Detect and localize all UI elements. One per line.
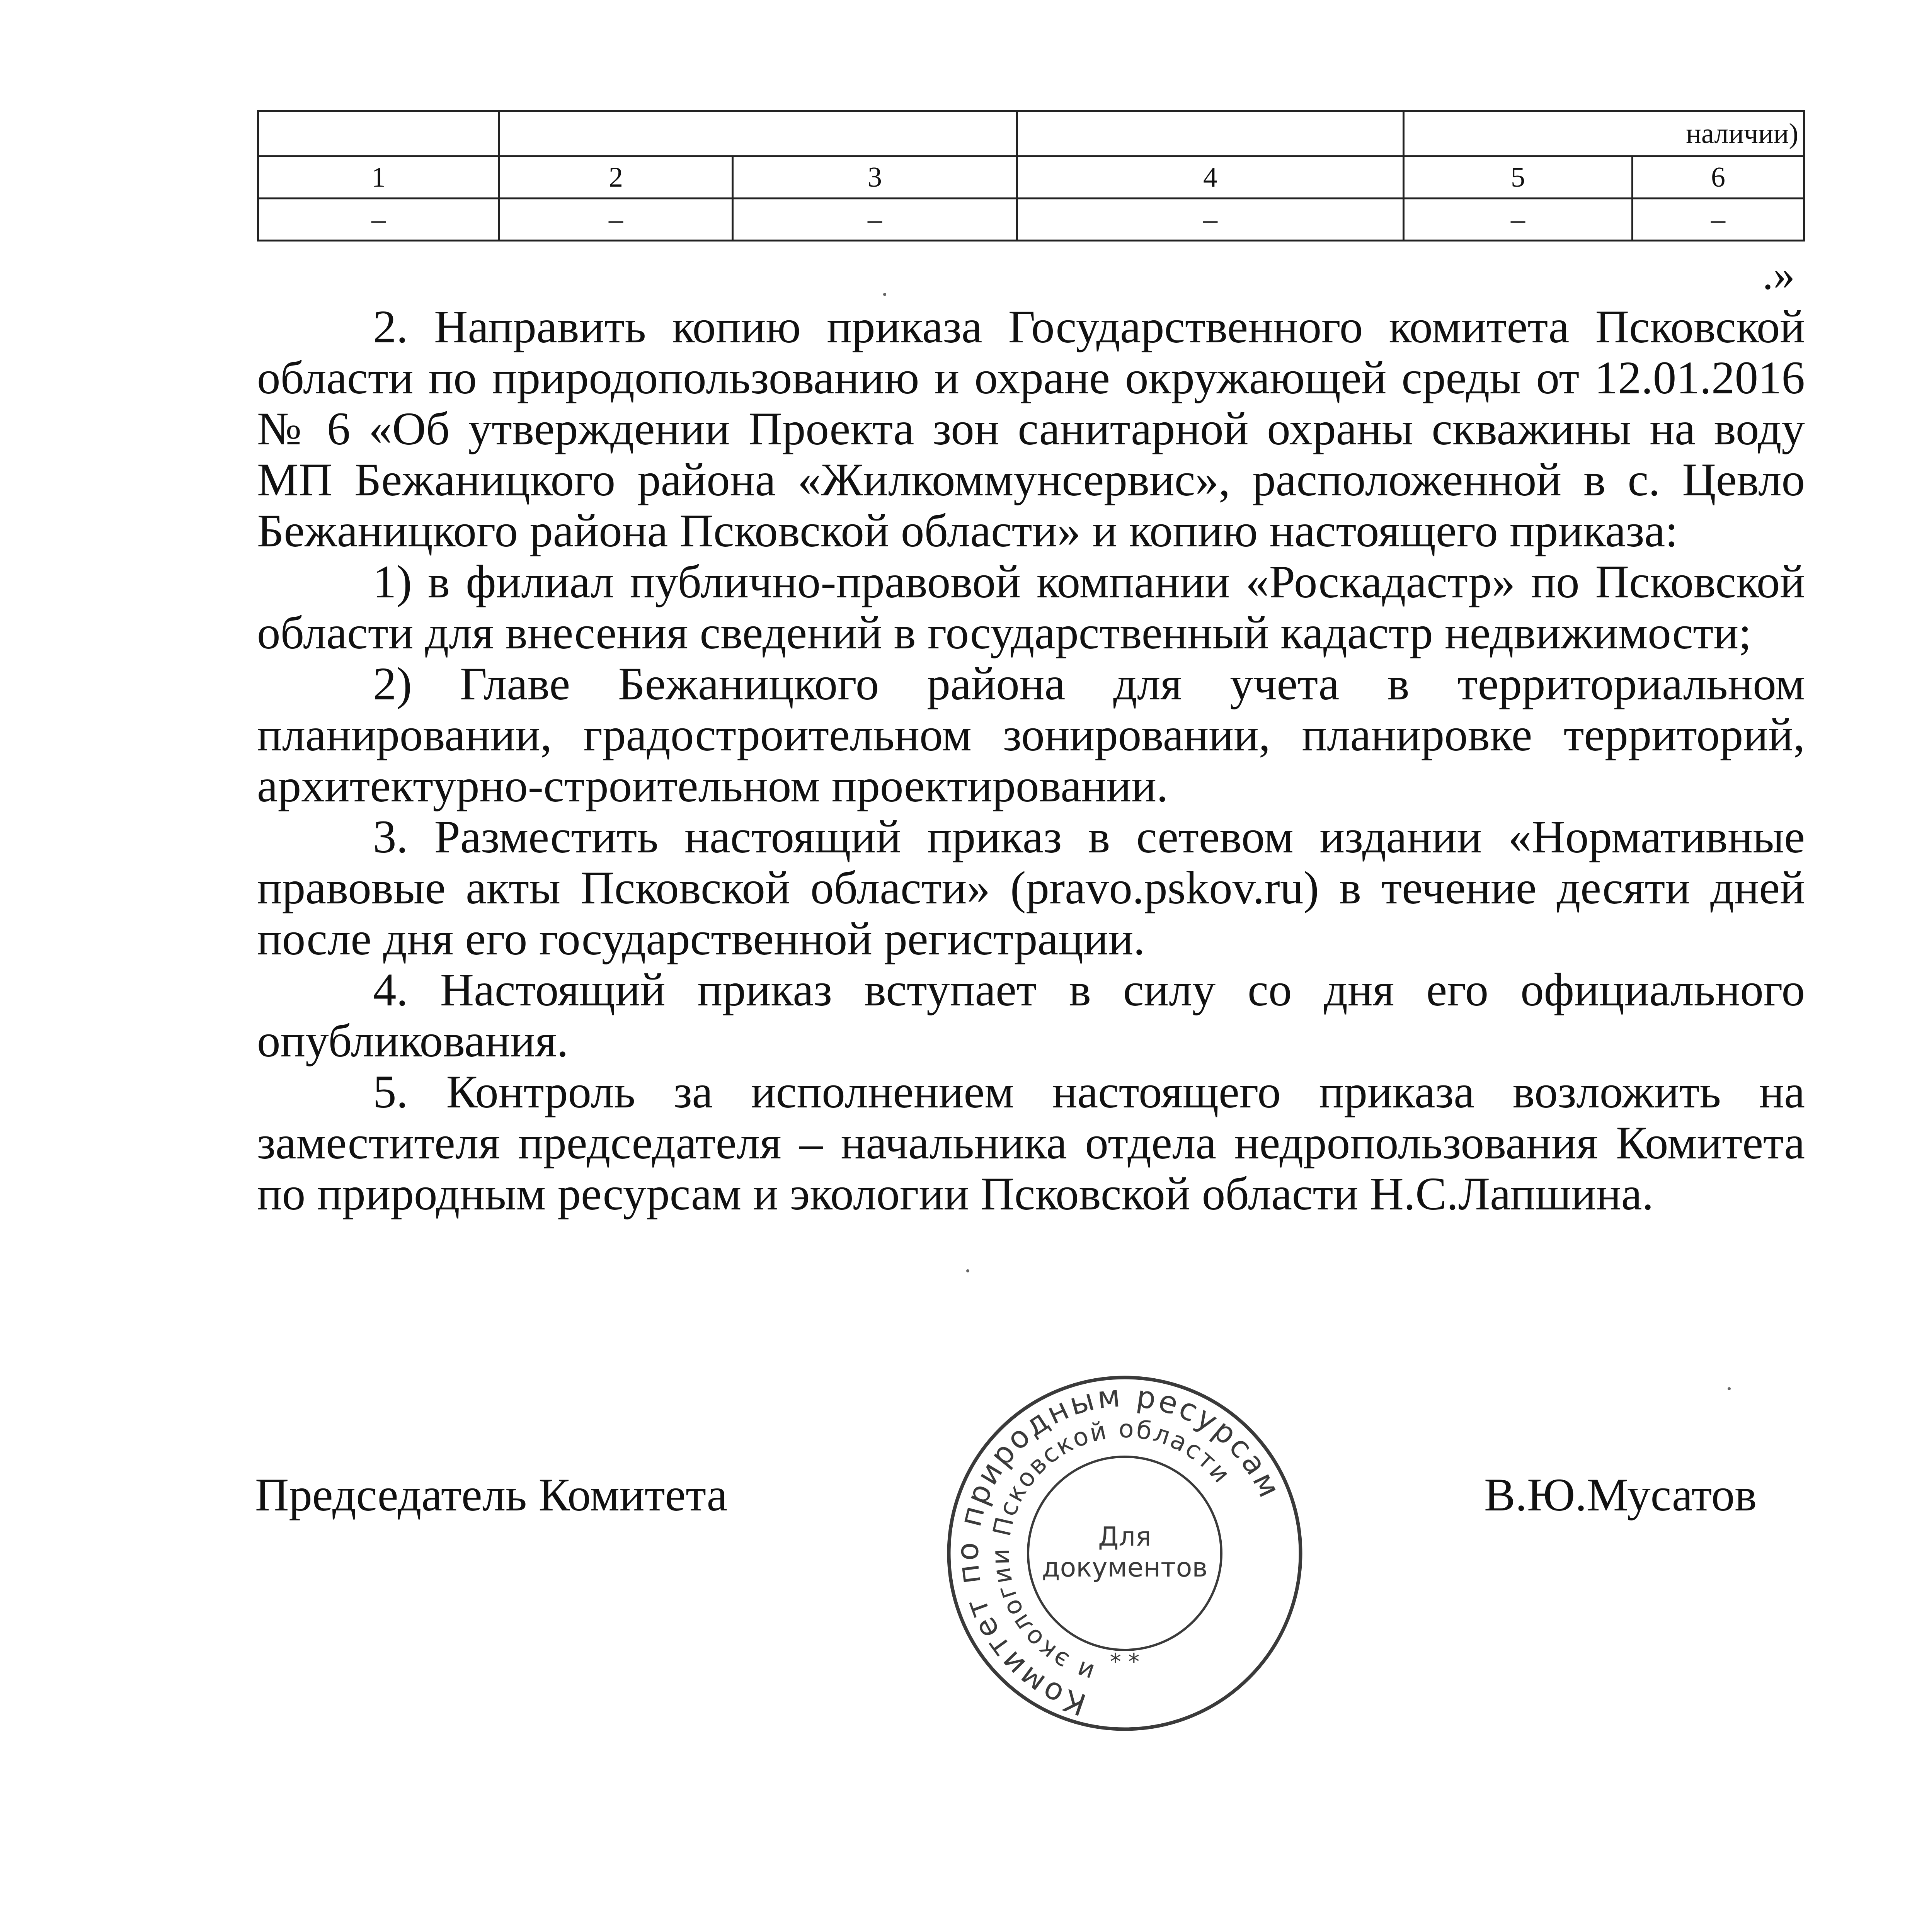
table-cell: 6 (1633, 156, 1804, 199)
stamp-inner-text: и экологии Псковской области (986, 1415, 1237, 1687)
table-header-row (258, 111, 1804, 156)
scan-speck (1728, 1387, 1731, 1390)
official-stamp (939, 1368, 1310, 1739)
table-cell: – (499, 199, 733, 241)
paragraph-5: 5. Контроль за исполнением настоящего приказа возложить на заместителя председателя – начальника отдела недропользования Комитета по природным ресурсам и экологии Псковской области Н.С.Лапшина. (257, 1066, 1805, 1220)
paragraph-2-2: 2) Главе Бежаницкого района для учета в территориальном планировании, градостроительном зонировании, планировке территорий, архитектурно-строительном проектировании. (257, 658, 1805, 812)
table-row (258, 156, 1804, 199)
table-cell: 3 (733, 156, 1017, 199)
table-cell (499, 111, 1017, 156)
stamp-stars: * * (1110, 1648, 1140, 1675)
paragraph-4: 4. Настоящий приказ вступает в силу со дня его официального опубликования. (257, 964, 1805, 1067)
closing-quote: .» (1762, 251, 1795, 299)
table-cell: 1 (258, 156, 499, 199)
table-cell: – (1633, 199, 1804, 241)
paragraph-2-1: 1) в филиал публично-правовой компании «Роскадастр» по Псковской области для внесения сведений в государственный кадастр недвижимости; (257, 556, 1805, 659)
table-cell: 5 (1404, 156, 1633, 199)
table-cell: – (258, 199, 499, 241)
table-row (258, 199, 1804, 241)
order-body (257, 301, 1805, 1219)
table-cell (258, 111, 499, 156)
table-cell: 4 (1017, 156, 1404, 199)
continued-table (257, 110, 1805, 242)
paragraph-2: 2. Направить копию приказа Государственного комитета Псковской области по природопользованию и охране окружающей среды от 12.01.2016 № 6 «Об утверждении Проекта зон санитарной охраны скважины на воду МП Бежаницкого района «Жилкоммунсервис», расположенной в с. Цевло Бежаницкого района Псковской области» и копию настоящего приказа: (257, 301, 1805, 557)
table-cell: 2 (499, 156, 733, 199)
stamp-center-line2: документов (1042, 1553, 1208, 1583)
signatory-title: Председатель Комитета (255, 1469, 728, 1521)
scan-speck (966, 1269, 969, 1272)
scan-speck (883, 293, 886, 296)
paragraph-3: 3. Разместить настоящий приказ в сетевом издании «Нормативные правовые акты Псковской области» (pravo.pskov.ru) в течение десяти дней после дня его государственной регистрации. (257, 811, 1805, 965)
table-cell: – (733, 199, 1017, 241)
table-cell: – (1404, 199, 1633, 241)
table-cell-note: наличии) (1404, 111, 1804, 156)
signatory-name: В.Ю.Мусатов (1484, 1469, 1757, 1521)
stamp-outer-text: Комитет по природным ресурсам (950, 1378, 1288, 1722)
table-cell (1017, 111, 1404, 156)
table-cell: – (1017, 199, 1404, 241)
stamp-center-line1: Для (1098, 1522, 1151, 1552)
